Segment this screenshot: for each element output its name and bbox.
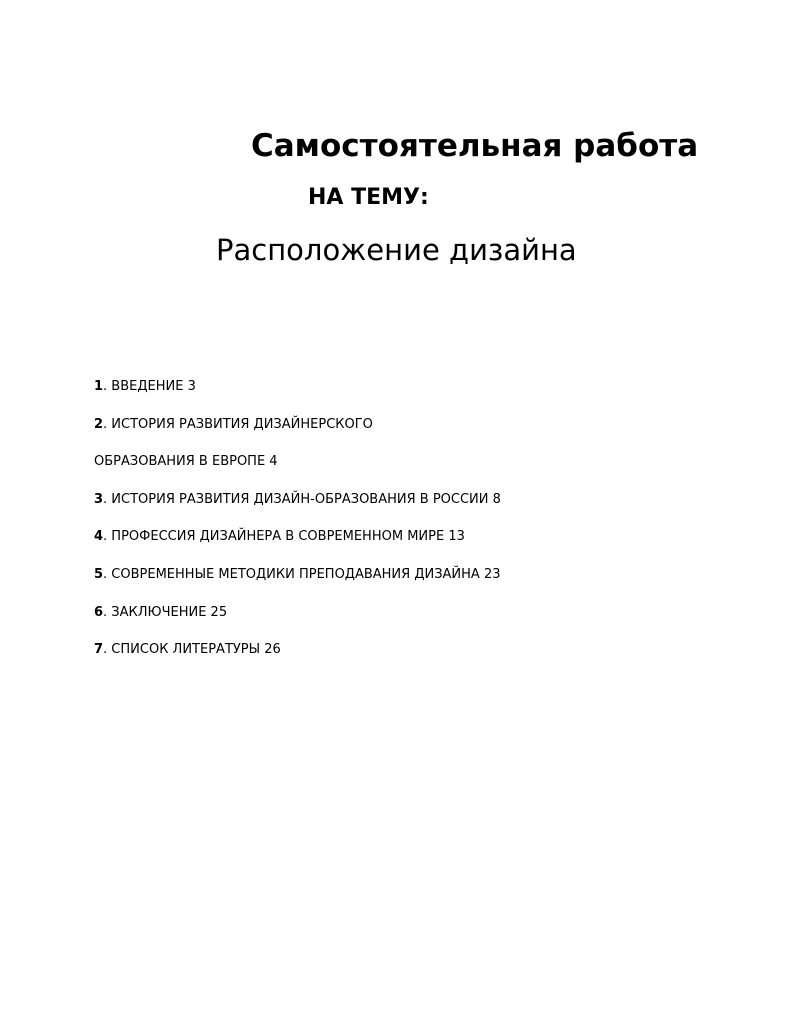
toc-item-text: . ВВЕДЕНИЕ 3 <box>103 379 196 394</box>
toc-item-designer-profession <box>94 527 754 565</box>
toc-item-text: . ИСТОРИЯ РАЗВИТИЯ ДИЗАЙНЕРСКОГО <box>103 416 373 432</box>
toc-item-history-europe <box>94 415 754 453</box>
document-topic: Расположение дизайна <box>216 233 577 267</box>
toc-item-text: . ПРОФЕССИЯ ДИЗАЙНЕРА В СОВРЕМЕННОМ МИРЕ 13 <box>103 529 465 545</box>
toc-item-number: 3 <box>94 491 104 507</box>
toc-item-number: 1 <box>94 379 104 394</box>
toc-item-history-europe-continued <box>94 452 754 490</box>
toc-item-number: 2 <box>94 416 104 432</box>
toc-item-number: 5 <box>94 566 104 582</box>
toc-item-introduction <box>94 377 754 415</box>
document-subtitle: НА ТЕМУ: <box>308 185 429 210</box>
toc-item-bibliography <box>94 640 754 678</box>
toc-item-history-russia <box>94 490 754 528</box>
toc-item-number: 7 <box>94 642 104 658</box>
toc-item-text: . СОВРЕМЕННЫЕ МЕТОДИКИ ПРЕПОДАВАНИЯ ДИЗАЙНА 23 <box>103 566 501 582</box>
toc-item-teaching-methods <box>94 565 754 603</box>
toc-item-text: . ИСТОРИЯ РАЗВИТИЯ ДИЗАЙН-ОБРАЗОВАНИЯ В РОССИИ 8 <box>103 491 501 507</box>
document-title: Самостоятельная работа <box>251 128 699 164</box>
table-of-contents <box>94 377 754 678</box>
toc-item-text: . ЗАКЛЮЧЕНИЕ 25 <box>103 604 228 620</box>
toc-item-text: ОБРАЗОВАНИЯ В ЕВРОПЕ 4 <box>94 454 278 470</box>
toc-item-text: . СПИСОК ЛИТЕРАТУРЫ 26 <box>103 642 281 658</box>
toc-item-number: 4 <box>94 529 104 545</box>
toc-item-conclusion <box>94 603 754 641</box>
toc-item-number: 6 <box>94 604 104 620</box>
